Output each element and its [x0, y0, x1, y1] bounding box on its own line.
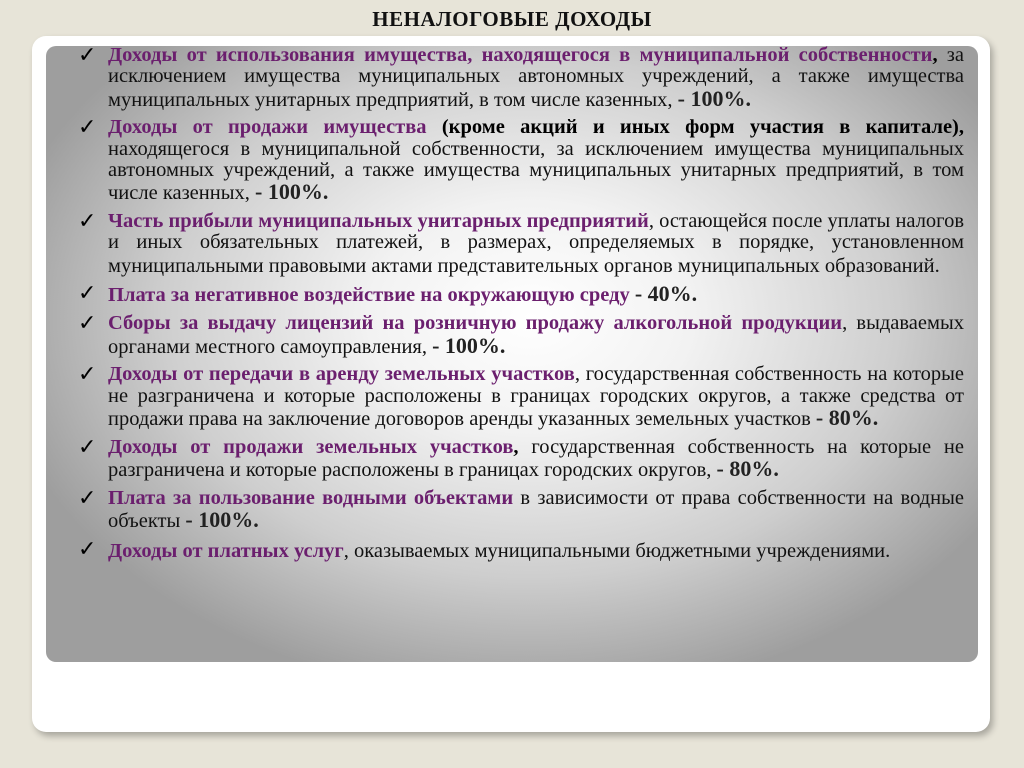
checkmark-icon: ✓	[78, 281, 97, 307]
list-item	[78, 434, 964, 482]
item-text: , остающейся после уплаты налогов и иных обязательных платежей, в размерах, определяемых в порядке, установленном муниципальными правовыми актами представительных органов муниципальных образований.	[108, 210, 964, 277]
item-percent: - 80%.	[716, 456, 779, 482]
item-percent: - 40%.	[634, 281, 698, 307]
item-text: , выдаваемых органами местного самоуправления,	[108, 312, 964, 358]
checkmark-icon: ✓	[78, 311, 97, 337]
item-highlight: Доходы от платных услуг	[108, 539, 344, 562]
item-text: , государственная собственность на которые не разграничена и которые расположены в границах городских округов, а также средства от продажи права на заключение договоров аренды указанных земельных участков	[108, 363, 964, 430]
checkmark-icon: ✓	[78, 43, 97, 68]
item-highlight: Доходы от продажи имущества	[108, 116, 427, 139]
list-item	[78, 485, 964, 533]
item-highlight: Доходы от использования имущества, находящегося в муниципальной собственности	[108, 44, 933, 66]
list-item	[78, 364, 964, 430]
list-item	[78, 117, 964, 204]
item-extra: ,	[932, 44, 938, 66]
item-text: находящегося в муниципальной собственности, за исключением имущества муниципальных автономных учреждений, а также имущества муниципальных унитарных предприятий, в том числе казенных,	[108, 137, 964, 205]
page-title: НЕНАЛОГОВЫЕ ДОХОДЫ	[372, 7, 652, 31]
item-highlight: Доходы от передачи в аренду земельных участков	[108, 363, 575, 386]
item-percent: - 100%.	[432, 332, 506, 358]
list-item	[78, 45, 964, 111]
list-item	[78, 283, 964, 306]
checkmark-icon: ✓	[78, 536, 97, 562]
item-extra: (кроме акций и иных форм участия в капитале),	[426, 116, 964, 139]
item-text: за исключением имущества муниципальных автономных учреждений, а также имущества муниципальных унитарных предприятий, в том числе казенных,	[108, 44, 965, 111]
item-percent: - 100%.	[255, 179, 329, 205]
item-extra: ,	[513, 435, 519, 458]
item-highlight: Сборы за выдачу лицензий на розничную продажу алкогольной продукции	[108, 312, 843, 335]
checkmark-icon: ✓	[78, 209, 97, 235]
checkmark-icon: ✓	[78, 362, 97, 388]
item-highlight: Доходы от продажи земельных участков	[108, 435, 514, 458]
item-percent: - 80%.	[815, 404, 879, 430]
checkmark-icon: ✓	[78, 485, 97, 511]
list-item	[78, 313, 964, 358]
item-percent: - 100%.	[677, 85, 751, 111]
item-text: , оказываемых муниципальными бюджетными учреждениями.	[343, 539, 891, 562]
item-percent: - 100%.	[185, 507, 259, 533]
checkmark-icon: ✓	[78, 115, 97, 141]
item-highlight: Часть прибыли муниципальных унитарных предприятий	[108, 210, 649, 233]
item-text: государственная собственность на которые не разграничена и которые расположены в границах городских округов,	[108, 435, 964, 482]
item-text: в зависимости от права собственности на водные объекты	[108, 486, 964, 533]
item-highlight: Плата за пользование водными объектами	[108, 486, 514, 509]
list-item	[78, 211, 964, 277]
checkmark-icon: ✓	[78, 434, 97, 460]
income-list	[78, 45, 964, 569]
item-highlight: Плата за негативное воздействие на окружающую среду	[108, 284, 630, 307]
list-item	[78, 536, 964, 562]
